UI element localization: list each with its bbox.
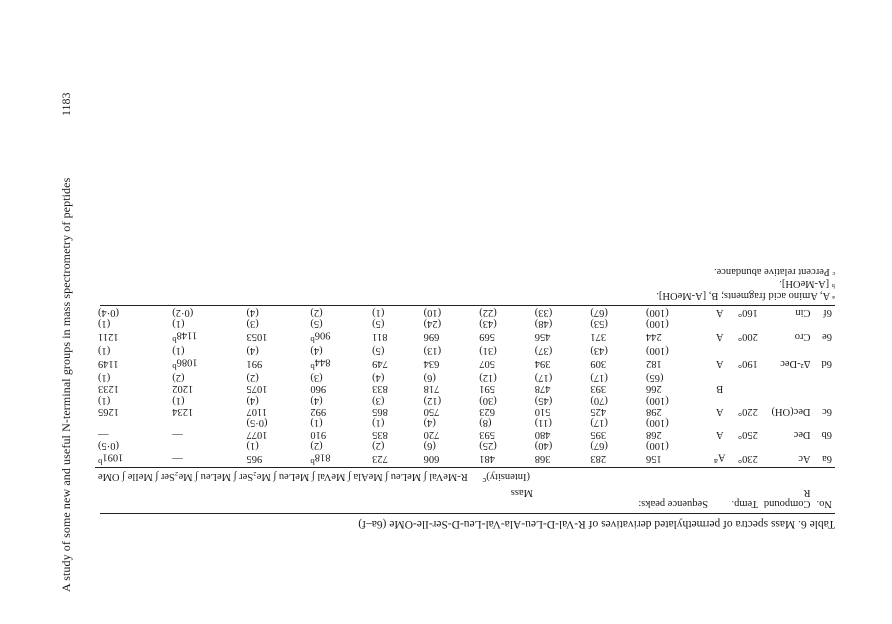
cell-intensity: (1) — [97, 344, 111, 356]
cell-mass: 480 — [534, 428, 551, 440]
cell-intensity: (0·5) — [97, 439, 119, 451]
cell-intensity: (1) — [310, 417, 323, 429]
cell-no — [814, 383, 835, 394]
cell-empty — [711, 372, 728, 383]
cell-intensity: (17) — [534, 372, 553, 384]
cell-mass: 818$^b$ — [310, 451, 331, 467]
intensity-row — [95, 318, 835, 329]
cell-intensity: (5) — [310, 317, 323, 329]
cell-fragment: A — [715, 306, 724, 318]
cell-r: Dec — [793, 428, 811, 440]
cell-intensity: (2) — [372, 439, 385, 451]
table-row — [95, 356, 835, 372]
cell-no: 6a — [822, 453, 832, 465]
cell-mass: 481 — [479, 453, 495, 465]
cell-intensity: (24) — [423, 317, 442, 329]
cell-no: 6d — [821, 358, 832, 370]
cell-mass: 910 — [310, 428, 327, 440]
cell-mass: 182 — [645, 358, 662, 370]
residue-header: ∫ MeLeu — [200, 470, 240, 482]
cell-intensity: (11) — [534, 417, 552, 429]
cell-intensity: (6) — [423, 372, 436, 384]
cell-mass: 992 — [310, 405, 327, 417]
cell-intensity: (0·5) — [246, 417, 268, 429]
cell-empty — [711, 318, 728, 329]
cell-mass: 393 — [590, 383, 607, 395]
footnotes — [100, 265, 835, 301]
cell-empty — [728, 318, 760, 329]
cell-fragment: B — [716, 383, 724, 395]
cell-intensity: (1) — [97, 372, 111, 384]
cell-intensity: (3) — [372, 394, 385, 406]
cell-empty — [728, 440, 760, 451]
cell-mass: 991 — [246, 358, 263, 370]
cell-intensity: (4) — [423, 417, 436, 429]
cell-empty — [711, 440, 728, 451]
cell-mass: 268 — [645, 428, 662, 440]
cell-intensity: (1) — [372, 417, 385, 429]
intensity-row — [95, 345, 835, 356]
cell-empty — [761, 394, 814, 405]
cell-mass: 298 — [645, 405, 662, 417]
residue-header: ∫ MeLeu — [278, 470, 318, 482]
cell-intensity: (1) — [172, 344, 185, 356]
cell-mass: 811 — [372, 331, 388, 343]
cell-mass: 833 — [372, 383, 388, 395]
cell-intensity: (2) — [172, 372, 185, 384]
cell-intensity: (100) — [645, 439, 669, 451]
cell-fragment: A — [715, 405, 724, 417]
footnote-b: ᵇ [A-MeOH]. — [779, 278, 835, 290]
cell-empty — [814, 417, 835, 428]
residue-header: ∫ MeIle — [127, 470, 161, 482]
cell-intensity: (53) — [590, 317, 608, 329]
cell-empty — [761, 440, 814, 451]
cell-mass: 835 — [372, 428, 388, 440]
cell-mass: 456 — [534, 331, 551, 343]
cell-r: Ac — [798, 453, 811, 465]
cell-mass: 1053 — [246, 331, 268, 343]
cell-intensity: (31) — [479, 344, 497, 356]
residue-header: ∫ MeAla — [353, 470, 391, 482]
bottom-rule — [100, 305, 835, 306]
cell-mass: 865 — [372, 405, 388, 417]
cell-intensity: (40) — [534, 439, 553, 451]
cell-fragment: $A^a$ — [713, 451, 726, 467]
header-r: R — [803, 486, 811, 498]
cell-empty — [711, 417, 728, 428]
cell-intensity: (100) — [645, 394, 669, 406]
cell-mass: 1149 — [97, 358, 119, 370]
cell-mass: 394 — [534, 358, 551, 370]
cell-intensity: (100) — [645, 417, 669, 429]
header-no: No. — [816, 498, 832, 509]
cell-intensity: (4) — [246, 394, 259, 406]
cell-intensity: (100) — [645, 344, 669, 356]
cell-r: Cin — [795, 306, 811, 318]
cell-intensity — [169, 440, 243, 451]
cell-mass: 283 — [590, 453, 607, 465]
table-row — [95, 383, 835, 394]
cell-mass: 906$^b$ — [310, 329, 331, 345]
cell-intensity: (65) — [645, 372, 664, 384]
cell-fragment: A — [715, 331, 724, 343]
cell-mass: 1091$^b$ — [97, 451, 124, 467]
cell-intensity: (4) — [310, 394, 323, 406]
cell-mass: 1202 — [172, 383, 194, 395]
cell-mass: 371 — [590, 331, 607, 343]
cell-intensity: (5) — [372, 344, 385, 356]
cell-intensity: (43) — [590, 344, 608, 356]
cell-mass: 1211 — [97, 331, 119, 343]
cell-mass: 1107 — [246, 405, 268, 417]
cell-intensity: (2) — [310, 439, 323, 451]
table-body — [95, 306, 835, 467]
cell-mass: 156 — [645, 453, 662, 465]
residue-header: ∫ MeVal — [317, 470, 354, 482]
residue-header: ∫ Me₂Ser — [239, 470, 279, 482]
cell-mass: 244 — [645, 331, 662, 343]
footnote-a: ᵃ A, Amino acid fragments; B, [A-MeOH]. — [656, 290, 835, 302]
cell-mass: 593 — [479, 428, 495, 440]
cell-mass: 623 — [479, 405, 495, 417]
footnote-c: ᶜ Percent relative abundance. — [713, 266, 835, 278]
cell-intensity: (6) — [423, 439, 436, 451]
cell-empty — [761, 417, 814, 428]
cell-intensity: (13) — [423, 344, 442, 356]
cell-empty — [814, 345, 835, 356]
cell-mass: 510 — [534, 405, 551, 417]
cell-temp: 220° — [737, 405, 758, 417]
cell-intensity: (3) — [246, 317, 259, 329]
cell-mass: 749 — [372, 358, 388, 370]
cell-mass: — — [97, 428, 109, 440]
cell-intensity: (1) — [246, 439, 259, 451]
cell-mass: 591 — [479, 383, 495, 395]
cell-intensity: (25) — [479, 439, 497, 451]
cell-mass: (2) — [310, 306, 323, 318]
cell-r: Δ²-Dec — [780, 358, 811, 370]
cell-fragment: A — [715, 358, 724, 370]
intensity-marker: c — [482, 476, 487, 487]
table-row — [95, 428, 835, 439]
cell-empty — [728, 417, 760, 428]
intensity-row — [95, 440, 835, 451]
cell-intensity: (43) — [479, 317, 497, 329]
cell-temp: 250° — [737, 428, 758, 440]
cell-mass: 1086$^b$ — [172, 356, 198, 372]
cell-empty — [814, 440, 835, 451]
cell-mass: 750 — [423, 405, 440, 417]
cell-intensity: (4) — [372, 372, 385, 384]
cell-mass: — — [172, 428, 183, 440]
cell-mass: (67) — [590, 306, 608, 318]
cell-mass: — — [172, 453, 183, 465]
cell-mass: 696 — [423, 331, 440, 343]
cell-mass: 425 — [590, 405, 607, 417]
cell-intensity — [169, 417, 243, 428]
mass-spectra-table — [95, 306, 835, 513]
running-head — [26, 0, 73, 624]
cell-intensity: (12) — [423, 394, 442, 406]
cell-mass: 1265 — [97, 405, 119, 417]
intensity-row — [95, 417, 835, 428]
cell-empty — [761, 372, 814, 383]
cell-temp — [728, 383, 760, 394]
cell-empty — [728, 394, 760, 405]
cell-intensity: (8) — [479, 417, 492, 429]
top-rule — [100, 513, 835, 514]
cell-intensity: (67) — [590, 439, 608, 451]
cell-mass: (1) — [372, 306, 385, 318]
cell-mass: 478 — [534, 383, 551, 395]
cell-intensity: (100) — [645, 317, 669, 329]
header-compound: Compound — [763, 498, 811, 509]
cell-intensity — [95, 417, 169, 428]
cell-mass: 606 — [423, 453, 440, 465]
cell-intensity: (1) — [97, 317, 111, 329]
cell-temp: 190° — [737, 358, 758, 370]
cell-intensity: (12) — [479, 372, 497, 384]
cell-temp: 160° — [737, 306, 758, 318]
cell-r — [761, 383, 814, 394]
cell-r: Cro — [794, 331, 811, 343]
cell-mass: (4) — [246, 306, 259, 318]
header-temp: Temp. — [731, 498, 758, 509]
header-sequence-peaks: Sequence peaks: — [638, 498, 708, 509]
cell-empty — [711, 345, 728, 356]
table-6-block — [97, 250, 835, 530]
cell-mass: (33) — [534, 306, 553, 318]
cell-intensity: (37) — [534, 344, 553, 356]
table-caption: Table 6. Mass spectra of permethylated derivatives of R-Val-D-Leu-Ala-Val-Leu-D-Ser-Ile-OMe (6a–f) — [358, 518, 835, 530]
cell-empty — [728, 372, 760, 383]
running-head-title: A study of some new and useful N-terminal groups in mass spectrometry of peptides — [59, 177, 73, 592]
cell-r: Dec(OH) — [771, 405, 811, 417]
residue-list — [98, 471, 468, 482]
cell-mass: 569 — [479, 331, 495, 343]
cell-intensity: (4) — [310, 344, 323, 356]
page-number: 1183 — [59, 92, 73, 116]
cell-mass: 1148$^b$ — [172, 329, 198, 345]
cell-empty — [711, 394, 728, 405]
cell-no: 6c — [822, 405, 832, 417]
header-intensity: (Intensity) — [486, 470, 530, 482]
cell-empty — [814, 394, 835, 405]
cell-empty — [814, 372, 835, 383]
cell-intensity: (17) — [590, 417, 608, 429]
cell-intensity: (2) — [246, 372, 259, 384]
cell-mass: 309 — [590, 358, 607, 370]
cell-intensity: (3) — [310, 372, 323, 384]
cell-intensity: (1) — [97, 394, 111, 406]
cell-intensity: (30) — [479, 394, 497, 406]
table-row — [95, 406, 835, 417]
cell-empty — [761, 345, 814, 356]
cell-intensity: (17) — [590, 372, 608, 384]
residue-header: ∫ OMe — [97, 470, 128, 482]
cell-temp: 230° — [737, 453, 758, 465]
cell-temp: 200° — [737, 331, 758, 343]
cell-mass: (10) — [423, 306, 442, 318]
header-mass: Mass — [510, 486, 533, 498]
cell-mass: 1077 — [246, 428, 268, 440]
intensity-row — [95, 394, 835, 405]
cell-intensity: (5) — [372, 317, 385, 329]
cell-mass: 507 — [479, 358, 495, 370]
cell-mass: 1234 — [172, 405, 194, 417]
cell-intensity: (70) — [590, 394, 608, 406]
intensity-row — [95, 372, 835, 383]
cell-mass: 844$^b$ — [310, 356, 331, 372]
cell-intensity: (45) — [534, 394, 553, 406]
cell-fragment: A — [715, 428, 724, 440]
cell-intensity: (1) — [172, 317, 185, 329]
cell-mass: 720 — [423, 428, 440, 440]
cell-intensity: (48) — [534, 317, 553, 329]
header-intensity-row — [95, 467, 711, 486]
table-row — [95, 329, 835, 345]
residue-header: ∫ MeLeu — [390, 470, 430, 482]
cell-mass: 718 — [423, 383, 440, 395]
cell-no: 6b — [821, 428, 832, 440]
residue-header: ∫ Me₂Ser — [160, 470, 201, 482]
cell-no: 6f — [823, 306, 832, 318]
cell-mass: 1233 — [97, 383, 119, 395]
cell-empty — [814, 318, 835, 329]
table-row — [95, 306, 835, 317]
cell-mass: 634 — [423, 358, 440, 370]
cell-no: 6e — [822, 331, 832, 343]
cell-empty — [728, 345, 760, 356]
table-row — [95, 451, 835, 467]
cell-mass: 723 — [372, 453, 388, 465]
cell-mass: (0·4) — [97, 306, 119, 318]
residue-header: R-MeVal — [429, 470, 468, 482]
cell-mass: 960 — [310, 383, 327, 395]
cell-mass: (100) — [645, 306, 669, 318]
cell-mass: (22) — [479, 306, 497, 318]
cell-empty — [761, 318, 814, 329]
cell-intensity: (1) — [172, 394, 185, 406]
cell-mass: 266 — [645, 383, 662, 395]
cell-mass: 1075 — [246, 383, 268, 395]
cell-intensity: (4) — [246, 344, 259, 356]
cell-mass: 368 — [534, 453, 551, 465]
cell-mass: 395 — [590, 428, 607, 440]
cell-mass: (0·2) — [172, 306, 194, 318]
cell-mass: 965 — [246, 453, 263, 465]
